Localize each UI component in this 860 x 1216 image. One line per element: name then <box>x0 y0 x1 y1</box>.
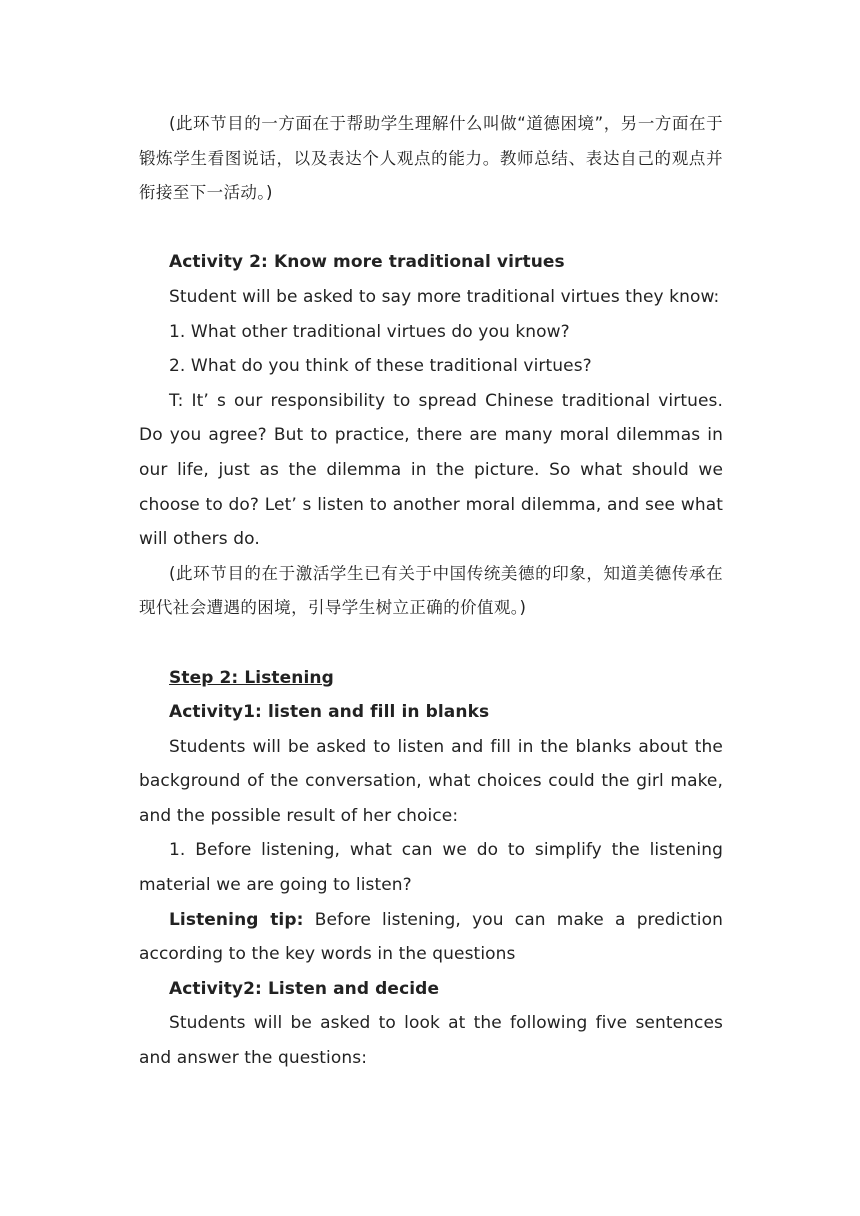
blank-line <box>139 626 723 661</box>
blank-line <box>139 211 723 246</box>
purpose-note-paragraph: (此环节目的在于激活学生已有关于中国传统美德的印象，知道美德传承在现代社会遭遇的困境，引导学生树立正确的价值观。) <box>139 563 723 618</box>
activity1-description: Students will be asked to listen and fill in the blanks about the background of the conversation, what choices could the girl make, and the possible result of her choice: <box>139 736 723 826</box>
activity2-heading: Activity 2: Know more traditional virtues <box>169 252 565 273</box>
listening-tip-text: Before listening, you can make a prediction according to the key words in the questions <box>139 909 723 965</box>
intro-note-paragraph: (此环节目的一方面在于帮助学生理解什么叫做“道德困境”，另一方面在于锻炼学生看图说话，以及表达个人观点的能力。教师总结、表达自己的观点并衔接至下一活动。) <box>139 114 723 203</box>
activity2b-heading: Activity2: Listen and decide <box>169 978 440 999</box>
activity1-heading: Activity1: listen and fill in blanks <box>169 702 490 723</box>
activity2-description: Student will be asked to say more traditional virtues they know: <box>169 286 720 307</box>
activity2b-description: Students will be asked to look at the following five sentences and answer the questions: <box>139 1013 723 1069</box>
listening-tip-label: Listening tip: <box>169 909 304 930</box>
activity2-question-2: 2. What do you think of these traditional virtues? <box>169 356 592 377</box>
activity2-question-1: 1. What other traditional virtues do you know? <box>169 321 570 342</box>
teacher-statement: T: It’ s our responsibility to spread Chinese traditional virtues. Do you agree? But to practice, there are many moral dilemmas in our life, just as the dilemma in the picture. So what should we choose to do? Let’ s listen to another moral dilemma, and see what will others do. <box>139 390 723 550</box>
listening-tip-paragraph <box>139 903 723 972</box>
document-page <box>139 107 723 1076</box>
step2-heading: Step 2: Listening <box>169 667 334 688</box>
activity1-question-1: 1. Before listening, what can we do to simplify the listening material we are going to listen? <box>139 840 723 896</box>
